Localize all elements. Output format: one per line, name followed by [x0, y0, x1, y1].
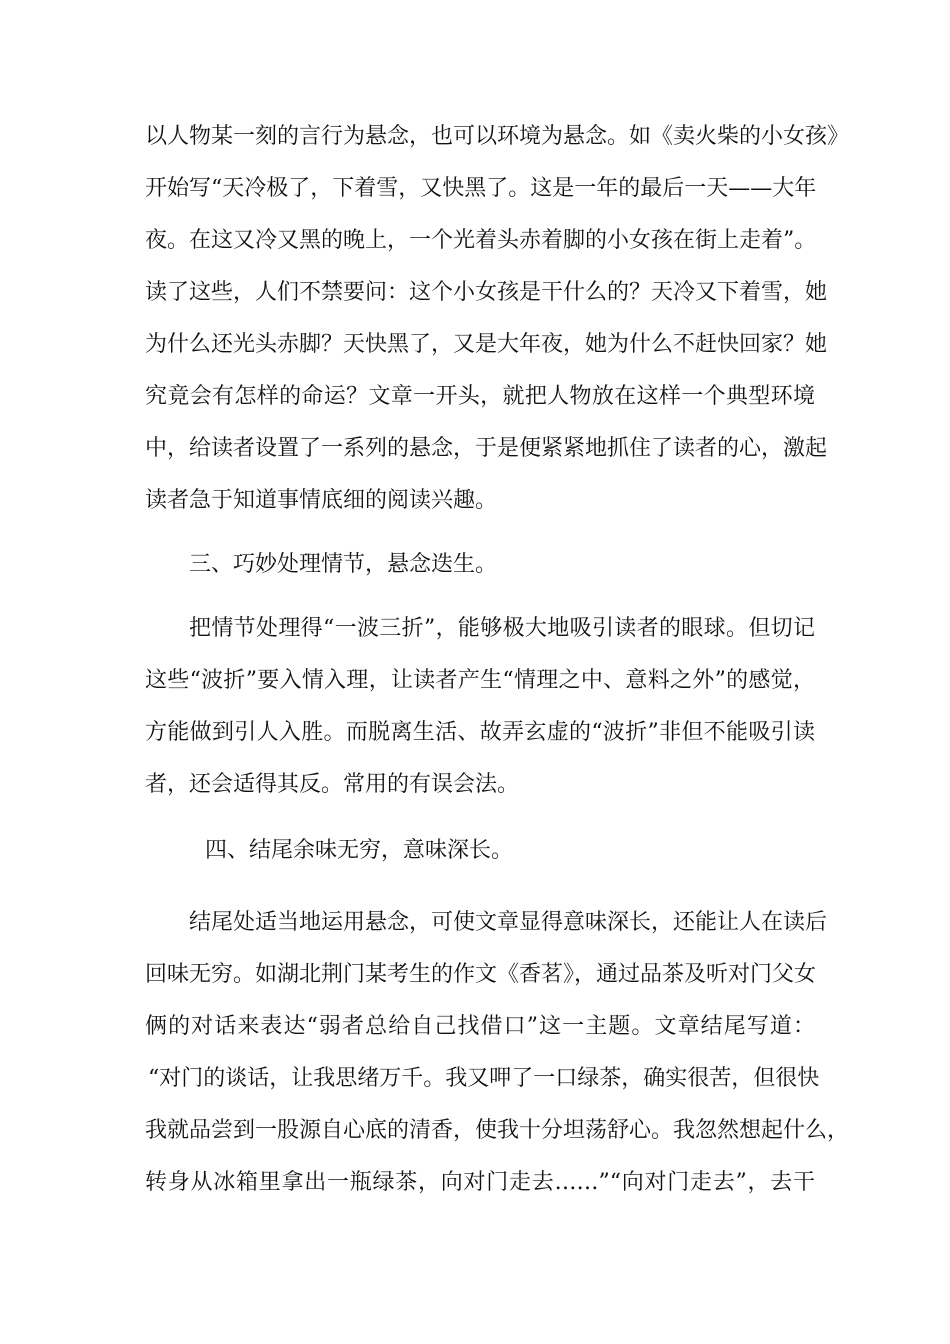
text-line: “对门的谈话，让我思绪万千。我又呷了一口绿茶，确实很苦，但很快 [148, 1066, 820, 1091]
text-line: 结尾处适当地运用悬念，可使文章显得意味深长，还能让人在读后 [189, 910, 828, 935]
text-line: 读了这些，人们不禁要问：这个小女孩是干什么的？天冷又下着雪，她 [145, 280, 828, 305]
text-line: 回味无穷。如湖北荆门某考生的作文《香茗》，通过品茶及听对门父女 [145, 962, 817, 987]
text-line: 中，给读者设置了一系列的悬念，于是便紧紧地抓住了读者的心，激起 [145, 436, 828, 461]
text-line: 开始写“天冷极了，下着雪，又快黑了。这是一年的最后一天——大年 [145, 176, 817, 201]
text-line: 转身从冰箱里拿出一瓶绿茶，向对门走去……”“向对门走去”，去干 [145, 1170, 815, 1195]
text-line: 这些“波折”要入情入理，让读者产生“情理之中、意料之外”的感觉， [145, 668, 815, 693]
text-line: 俩的对话来表达“弱者总给自己找借口”这一主题。文章结尾写道： [145, 1014, 815, 1039]
text-line: 我就品尝到一股源自心底的清香，使我十分坦荡舒心。我忽然想起什么， [145, 1118, 850, 1143]
text-line: 把情节处理得“一波三折”，能够极大地吸引读者的眼球。但切记 [189, 616, 815, 641]
text-line: 以人物某一刻的言行为悬念，也可以环境为悬念。如《卖火柴的小女孩》 [145, 124, 850, 149]
text-line: 方能做到引人入胜。而脱离生活、故弄玄虚的“波折”非但不能吸引读 [145, 720, 815, 745]
text-line: 为什么还光头赤脚？天快黑了，又是大年夜，她为什么不赶快回家？她 [145, 332, 828, 357]
section-heading-3: 三、巧妙处理情节，悬念迭生。 [189, 552, 498, 577]
text-line: 读者急于知道事情底细的阅读兴趣。 [145, 488, 498, 513]
text-line: 夜。在这又冷又黑的晚上，一个光着头赤着脚的小女孩在街上走着”。 [145, 228, 817, 253]
section-heading-4: 四、结尾余味无穷，意味深长。 [205, 838, 514, 863]
text-line: 者，还会适得其反。常用的有误会法。 [145, 772, 520, 797]
text-line: 究竟会有怎样的命运？文章一开头，就把人物放在这样一个典型环境 [145, 384, 815, 409]
